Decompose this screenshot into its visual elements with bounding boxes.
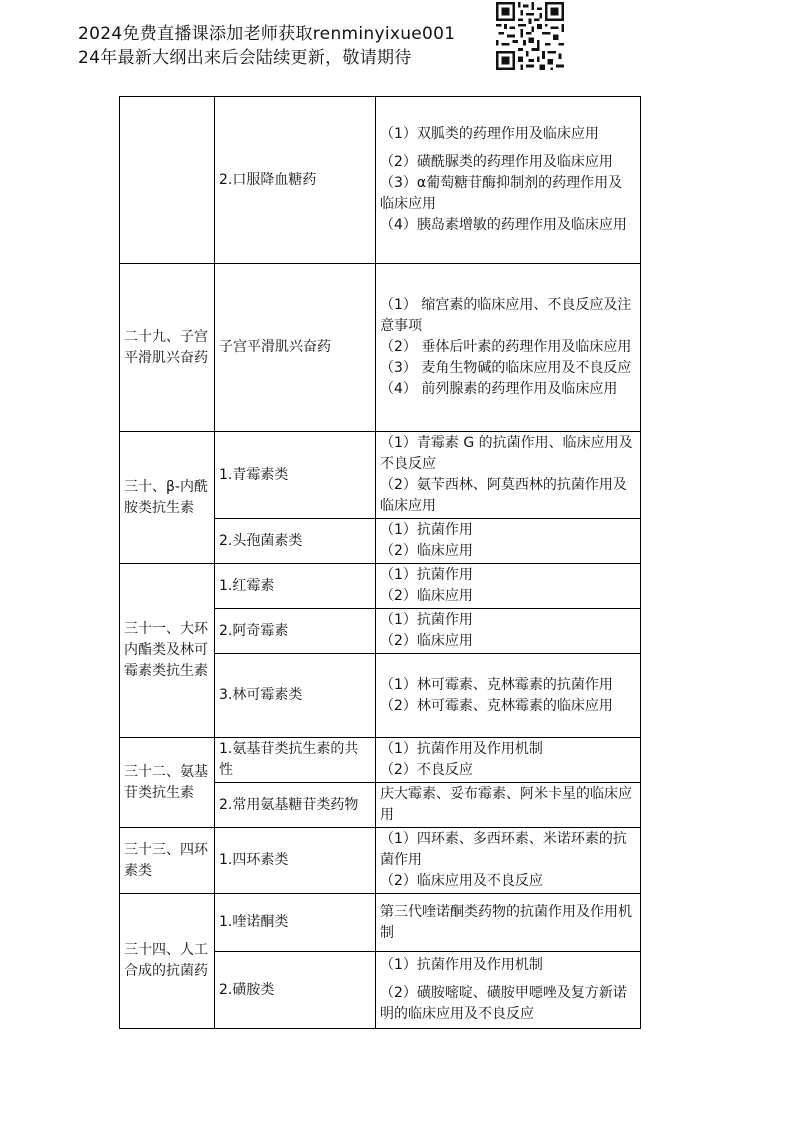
unit-cell: 2.口服降血糖药 bbox=[215, 97, 376, 264]
points-cell bbox=[376, 432, 641, 519]
table-row bbox=[120, 264, 641, 432]
point-item: （3）α葡萄糖苷酶抑制剂的药理作用及临床应用 bbox=[380, 175, 623, 212]
points-cell bbox=[376, 783, 641, 828]
point-item: （1）双胍类的药理作用及临床应用 bbox=[380, 126, 599, 142]
point-item: 庆大霉素、妥布霉素、阿米卡星的临床应用 bbox=[380, 786, 632, 823]
unit-cell: 2.磺胺类 bbox=[215, 952, 376, 1029]
point-item: （2）氨苄西林、阿莫西林的抗菌作用及临床应用 bbox=[380, 477, 627, 514]
point-item: （2）临床应用 bbox=[380, 588, 473, 604]
point-item: （2） 垂体后叶素的药理作用及临床应用 bbox=[380, 339, 632, 355]
unit-cell: 1.四环素类 bbox=[215, 828, 376, 894]
page-header bbox=[78, 22, 455, 70]
point-item: （2）临床应用 bbox=[380, 633, 473, 649]
points-cell bbox=[376, 894, 641, 952]
chapter-cell: 三十二、氨基苷类抗生素 bbox=[120, 738, 215, 828]
point-item: （2）不良反应 bbox=[380, 762, 473, 778]
point-item: （1）青霉素 G 的抗菌作用、临床应用及不良反应 bbox=[380, 435, 633, 472]
table-row bbox=[120, 97, 641, 264]
unit-cell: 1.氨基苷类抗生素的共性 bbox=[215, 738, 376, 783]
point-item: （2）磺胺嘧啶、磺胺甲噁唑及复方新诺明的临床应用及不良反应 bbox=[380, 985, 627, 1022]
points-cell bbox=[376, 97, 641, 264]
point-item: （1）抗菌作用 bbox=[380, 612, 473, 628]
point-item: （1） 缩宫素的临床应用、不良反应及注意事项 bbox=[380, 297, 632, 334]
unit-cell: 1.喹诺酮类 bbox=[215, 894, 376, 952]
point-item: （1）抗菌作用及作用机制 bbox=[380, 957, 543, 973]
point-item: （3） 麦角生物碱的临床应用及不良反应 bbox=[380, 360, 632, 376]
unit-cell: 2.头孢菌素类 bbox=[215, 519, 376, 564]
chapter-cell bbox=[120, 97, 215, 264]
point-item: （2）磺酰脲类的药理作用及临床应用 bbox=[380, 154, 613, 170]
table-row bbox=[120, 432, 641, 519]
point-item: （1）抗菌作用 bbox=[380, 567, 473, 583]
point-item: （2）临床应用 bbox=[380, 543, 473, 559]
point-item: （1）林可霉素、克林霉素的抗菌作用 bbox=[380, 676, 613, 693]
qr-code-icon bbox=[496, 2, 564, 70]
unit-cell: 3.林可霉素类 bbox=[215, 654, 376, 738]
unit-cell: 2.常用氨基糖苷类药物 bbox=[215, 783, 376, 828]
table-row bbox=[120, 564, 641, 609]
chapter-cell: 三十三、四环素类 bbox=[120, 828, 215, 894]
points-cell bbox=[376, 564, 641, 609]
point-item: （1）抗菌作用 bbox=[380, 522, 473, 538]
point-item: （1）抗菌作用及作用机制 bbox=[380, 741, 543, 757]
point-item: （1）四环素、多西环素、米诺环素的抗菌作用 bbox=[380, 831, 627, 868]
points-cell bbox=[376, 738, 641, 783]
table-row bbox=[120, 894, 641, 952]
unit-cell: 子宫平滑肌兴奋药 bbox=[215, 264, 376, 432]
table-row bbox=[120, 738, 641, 783]
header-line-1: 2024免费直播课添加老师获取renminyixue001 bbox=[78, 24, 456, 44]
unit-cell: 1.青霉素类 bbox=[215, 432, 376, 519]
points-cell bbox=[376, 264, 641, 432]
point-item: （2）林可霉素、克林霉素的临床应用 bbox=[380, 697, 613, 714]
chapter-cell: 三十四、人工合成的抗菌药 bbox=[120, 894, 215, 1029]
chapter-cell: 二十九、子宫平滑肌兴奋药 bbox=[120, 264, 215, 432]
header-line-2: 24年最新大纲出来后会陆续更新，敬请期待 bbox=[78, 48, 412, 68]
chapter-cell: 三十一、大环内酯类及林可霉素类抗生素 bbox=[120, 564, 215, 738]
unit-cell: 2.阿奇霉素 bbox=[215, 609, 376, 654]
syllabus-table bbox=[119, 96, 641, 1029]
unit-cell: 1.红霉素 bbox=[215, 564, 376, 609]
points-cell bbox=[376, 952, 641, 1029]
point-item: （4） 前列腺素的药理作用及临床应用 bbox=[380, 381, 618, 397]
table-row bbox=[120, 828, 641, 894]
point-item: （2）临床应用及不良反应 bbox=[380, 873, 543, 889]
chapter-cell: 三十、β-内酰胺类抗生素 bbox=[120, 432, 215, 564]
points-cell bbox=[376, 828, 641, 894]
points-cell bbox=[376, 654, 641, 738]
points-cell bbox=[376, 609, 641, 654]
point-item: 第三代喹诺酮类药物的抗菌作用及作用机制 bbox=[380, 903, 632, 941]
point-item: （4）胰岛素增敏的药理作用及临床应用 bbox=[380, 217, 627, 233]
points-cell bbox=[376, 519, 641, 564]
